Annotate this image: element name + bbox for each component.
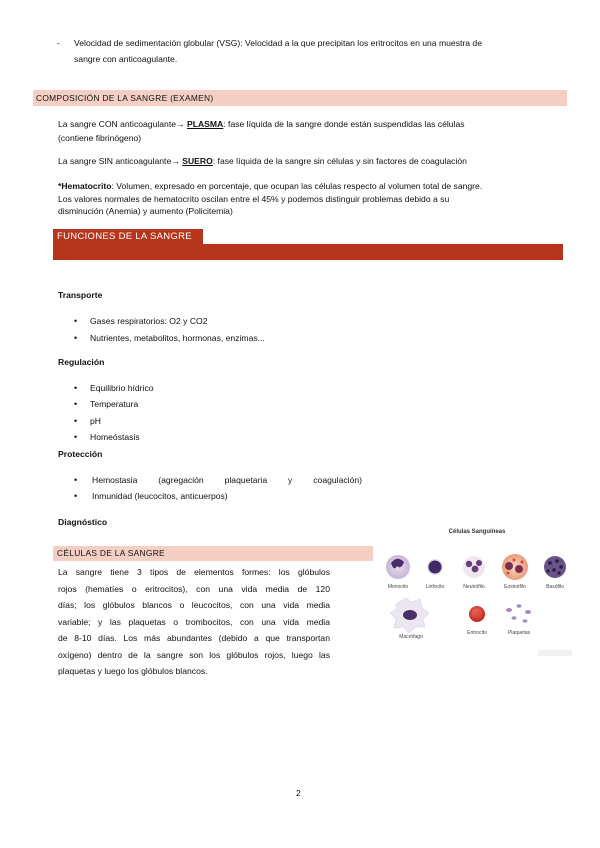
list-dash: - [57,38,60,48]
proteccion-title: Protección [58,449,103,459]
plasma-prefix: La sangre CON anticoagulante→ [58,119,187,129]
list-item [74,382,154,395]
figure-label: Macrófago [399,634,423,640]
plasma-paragraph [58,118,558,144]
hematocrito-paragraph [58,180,563,218]
list-item-text: pH [90,416,101,426]
list-item-text: Gases respiratorios: O2 y CO2 [90,316,208,326]
plasma-rest: : fase líquida de la sangre donde están suspendidas las células [223,119,465,129]
funciones-heading-band [53,229,203,244]
basofilo-cell [544,556,566,578]
bullet-icon: • [74,316,78,326]
figure-label: Basófilo [546,584,564,590]
figure-label: Neutrófilo [463,584,485,590]
celulas-line: de 8-10 días. Los más abundantes (debido a que transportan [58,633,330,643]
celulas-line: La sangre tiene 3 tipos de elementos formes: los glóbulos [58,567,330,577]
list-item-text: Nutrientes, metabolitos, hormonas, enzimas... [90,333,265,343]
bullet-icon: • [74,416,78,426]
list-item-text: Hemostasia (agregación plaquetaria y coagulación) [92,475,362,485]
celulas-paragraph [58,564,330,680]
celulas-heading-band [53,546,373,561]
eritrocito-cell [469,606,485,622]
figure-label: Eosinófilo [504,584,526,590]
figure-label: Eritrocito [467,630,487,636]
celulas-line: oxígeno) dentro de la sangre son los glóbulos rojos, luego las [58,649,330,660]
composicion-heading: COMPOSICIÓN DE LA SANGRE (EXAMEN) [36,93,214,103]
list-item [74,398,139,411]
plasma-term: PLASMA [186,119,224,129]
transporte-title: Transporte [58,290,103,300]
list-item [74,490,228,503]
list-item-text: Homeóstasis [90,432,140,442]
hematocrito-term: *Hematocrito [58,181,112,191]
bullet-icon: • [74,475,78,485]
figure-label: Monocito [387,584,409,590]
regulacion-title: Regulación [58,357,105,367]
bullet-icon: • [74,383,78,393]
celulas-line: rojos (hematíes o eritrocitos), con una vida media de 120 [58,583,330,594]
linfocito-cell [427,559,443,575]
figure-title: Células Sanguíneas [448,529,506,535]
figure-label: Linfocito [425,584,445,590]
suero-prefix: La sangre SIN anticoagulante→ [58,156,183,166]
composicion-heading-band [33,90,567,106]
vsg-line-2: sangre con anticoagulante. [74,53,178,64]
hematocrito-rest: : Volumen, expresado en porcentaje, que ocupan las células respecto al volumen total de sangre. [111,181,483,191]
suero-paragraph [58,155,558,168]
celulas-line: días; los glóbulos blancos o leucocitos, con una vida media [58,600,330,610]
funciones-heading: FUNCIONES DE LA SANGRE [57,231,192,242]
suero-term: SUERO [182,156,213,166]
bullet-icon: • [74,491,78,501]
figure-watermark [538,650,572,656]
celulas-line: plaquetas y luego los glóbulos blancos. [58,666,208,676]
plasma-line-2: (contiene fibrinógeno) [58,132,142,143]
vsg-paragraph [74,37,554,65]
list-item [74,415,101,428]
list-item [74,431,140,444]
list-item [74,474,362,487]
suero-rest: : fase líquida de la sangre sin células y sin factores de coagulación [212,156,467,166]
funciones-heading-bar [53,244,563,260]
plaquetas-cells [506,604,531,622]
bullet-icon: • [74,432,78,442]
bullet-icon: • [74,399,78,409]
list-item [74,315,208,328]
list-item-text: Equilibrio hídrico [90,383,154,393]
list-item-text: Inmunidad (leucocitos, anticuerpos) [92,491,228,501]
eosinofilo-cell [502,554,528,580]
monocito-cell [386,555,410,579]
neutrofilo-cell [463,556,485,578]
list-item [74,332,265,345]
vsg-line-1: Velocidad de sedimentación globular (VSG): Velocidad a la que precipitan los eritrocitos en una muestra de [74,38,482,48]
hematocrito-line-3: disminución (Anemia) y aumento (Policitemia) [58,206,233,216]
celulas-line: variable; y las plaquetas o trombocitos, con una vida media [58,616,330,627]
bullet-icon: • [74,333,78,343]
page-number: 2 [296,788,301,798]
macrofago-cell [390,598,429,633]
blood-cells-figure [378,526,576,660]
celulas-heading: CÉLULAS DE LA SANGRE [57,548,165,558]
figure-label: Plaquetas [507,630,531,636]
diagnostico-title: Diagnóstico [58,517,108,527]
hematocrito-line-2: Los valores normales de hematocrito oscilan entre el 45% y podemos distinguir problemas debido a su [58,193,450,204]
list-item-text: Temperatura [90,399,139,409]
